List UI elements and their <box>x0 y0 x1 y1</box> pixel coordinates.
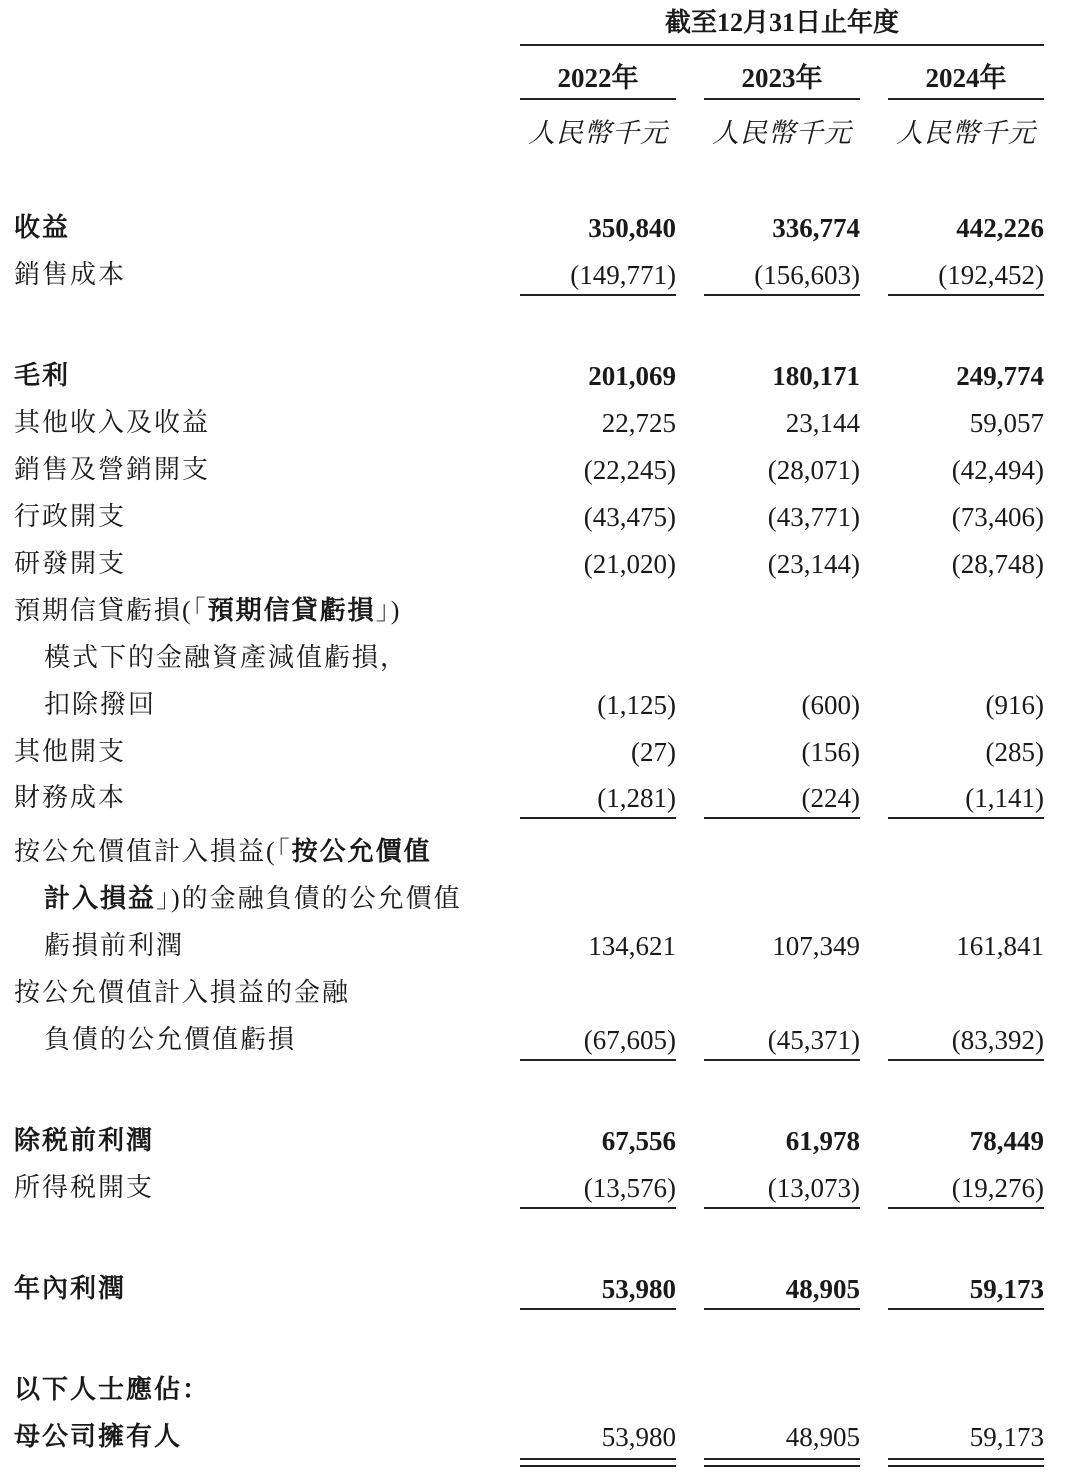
row-label: 按公允價值計入損益的金融 <box>14 978 351 1007</box>
row-owners-of-parent <box>0 1417 1080 1457</box>
row-label: 負債的公允價值虧損 <box>44 1025 297 1054</box>
value-2024: 59,173 <box>969 1422 1044 1452</box>
subtotal-rule <box>520 1059 676 1061</box>
row-profit-for-year <box>0 1269 1080 1309</box>
row-cost-of-sales <box>0 255 1080 295</box>
row-rd-expenses <box>0 544 1080 584</box>
year-header-rule <box>888 98 1044 100</box>
value-2024: (19,276) <box>951 1173 1044 1203</box>
value-2023: 23,144 <box>785 408 860 438</box>
row-label: 所得税開支 <box>14 1173 155 1202</box>
row-label: 年內利潤 <box>14 1274 127 1303</box>
value-2022: 350,840 <box>588 213 676 243</box>
value-2023: (156) <box>801 737 860 767</box>
row-label: 收益 <box>14 213 71 242</box>
value-2023: (224) <box>801 783 860 813</box>
year-header-2022: 2022年 <box>557 63 639 93</box>
value-2023: 48,905 <box>785 1274 860 1304</box>
value-2022: (43,475) <box>583 502 676 532</box>
row-fv-loss-line1 <box>0 973 1080 1013</box>
total-double-rule <box>520 1458 676 1467</box>
value-2023: (43,771) <box>767 502 860 532</box>
value-2022: (1,125) <box>597 690 676 720</box>
row-other-income <box>0 403 1080 443</box>
unit-header-2024: 人民幣千元 <box>896 118 1036 148</box>
row-profit-before-fv-line1 <box>0 832 1080 872</box>
unit-header-2023: 人民幣千元 <box>712 118 852 148</box>
value-2024: 59,057 <box>969 408 1044 438</box>
row-attributable-heading <box>0 1370 1080 1410</box>
value-2024: (83,392) <box>951 1025 1044 1055</box>
value-2022: (27) <box>631 737 676 767</box>
unit-header-2022: 人民幣千元 <box>528 118 668 148</box>
row-label: 銷售成本 <box>14 260 127 289</box>
value-2022: (13,576) <box>583 1173 676 1203</box>
subtotal-rule <box>520 817 676 819</box>
subtotal-rule <box>704 1207 860 1209</box>
value-2024: (73,406) <box>951 502 1044 532</box>
value-2023: (13,073) <box>767 1173 860 1203</box>
subtotal-rule <box>888 1059 1044 1061</box>
year-header-rule <box>520 98 676 100</box>
row-label: 扣除撥回 <box>44 690 157 719</box>
value-2024: (42,494) <box>951 455 1044 485</box>
period-header-rule <box>520 44 1044 46</box>
value-2022: (22,245) <box>583 455 676 485</box>
value-2022: 22,725 <box>601 408 676 438</box>
row-label: 其他收入及收益 <box>14 408 211 437</box>
row-label: 除税前利潤 <box>14 1126 155 1155</box>
value-2022: 53,980 <box>601 1422 676 1452</box>
subtotal-rule <box>704 1308 860 1310</box>
value-2023: (45,371) <box>767 1025 860 1055</box>
subtotal-rule <box>888 294 1044 296</box>
value-2023: 107,349 <box>772 931 860 961</box>
row-revenue <box>0 208 1080 248</box>
value-2024: (28,748) <box>951 549 1044 579</box>
total-double-rule <box>704 1458 860 1467</box>
value-2024: 78,449 <box>969 1126 1044 1156</box>
row-other-expenses <box>0 732 1080 772</box>
row-label: 模式下的金融資產減值虧損， <box>44 643 409 672</box>
row-label: 研發開支 <box>14 549 127 578</box>
row-ecl-line2 <box>0 638 1080 678</box>
value-2022: (67,605) <box>583 1025 676 1055</box>
value-2022: 67,556 <box>601 1126 676 1156</box>
value-2024: 249,774 <box>956 361 1044 391</box>
subtotal-rule <box>888 817 1044 819</box>
value-2023: 180,171 <box>772 361 860 391</box>
value-2022: 53,980 <box>601 1274 676 1304</box>
value-2023: 48,905 <box>785 1422 860 1452</box>
row-label: 毛利 <box>14 361 71 390</box>
row-ecl-line1 <box>0 591 1080 631</box>
row-ecl-line3 <box>0 685 1080 725</box>
row-profit-before-fv-line3 <box>0 926 1080 966</box>
subtotal-rule <box>888 1207 1044 1209</box>
row-fv-loss-line2 <box>0 1020 1080 1060</box>
row-finance-costs <box>0 778 1080 818</box>
row-label: 財務成本 <box>14 783 127 812</box>
value-2022: 134,621 <box>588 931 676 961</box>
value-2022: (21,020) <box>583 549 676 579</box>
value-2024: (916) <box>985 690 1044 720</box>
value-2023: (600) <box>801 690 860 720</box>
year-header-2023: 2023年 <box>741 63 823 93</box>
value-2022: (1,281) <box>597 783 676 813</box>
subtotal-rule <box>520 294 676 296</box>
row-label: 以下人士應佔： <box>14 1375 211 1404</box>
row-gross-profit <box>0 356 1080 396</box>
subtotal-rule <box>704 1059 860 1061</box>
row-income-tax <box>0 1168 1080 1208</box>
row-label: 虧損前利潤 <box>44 931 185 960</box>
period-header: 截至12月31日止年度 <box>664 8 899 37</box>
value-2023: (156,603) <box>754 260 860 290</box>
subtotal-rule <box>704 817 860 819</box>
value-2022: (149,771) <box>570 260 676 290</box>
value-2023: 336,774 <box>772 213 860 243</box>
row-profit-before-fv-line2 <box>0 879 1080 919</box>
year-header-2024: 2024年 <box>925 63 1007 93</box>
row-label: 其他開支 <box>14 737 127 766</box>
row-label: 計入損益」)的金融負債的公允價值 <box>44 884 462 913</box>
row-profit-before-tax <box>0 1121 1080 1161</box>
value-2024: 59,173 <box>969 1274 1044 1304</box>
row-label: 預期信貸虧損(「預期信貸虧損」) <box>14 596 402 625</box>
row-label: 行政開支 <box>14 502 127 531</box>
value-2023: 61,978 <box>785 1126 860 1156</box>
row-label: 母公司擁有人 <box>14 1422 183 1451</box>
row-label: 銷售及營銷開支 <box>14 455 211 484</box>
value-2024: (285) <box>985 737 1044 767</box>
value-2024: 161,841 <box>956 931 1044 961</box>
row-label: 按公允價值計入損益(「按公允價值 <box>14 837 432 866</box>
subtotal-rule <box>888 1308 1044 1310</box>
subtotal-rule <box>520 1207 676 1209</box>
subtotal-rule <box>704 294 860 296</box>
value-2024: (1,141) <box>965 783 1044 813</box>
value-2023: (28,071) <box>767 455 860 485</box>
total-double-rule <box>888 1458 1044 1467</box>
subtotal-rule <box>520 1308 676 1310</box>
row-admin-expenses <box>0 497 1080 537</box>
value-2022: 201,069 <box>588 361 676 391</box>
value-2023: (23,144) <box>767 549 860 579</box>
value-2024: 442,226 <box>956 213 1044 243</box>
year-header-rule <box>704 98 860 100</box>
row-selling-expenses <box>0 450 1080 490</box>
value-2024: (192,452) <box>938 260 1044 290</box>
